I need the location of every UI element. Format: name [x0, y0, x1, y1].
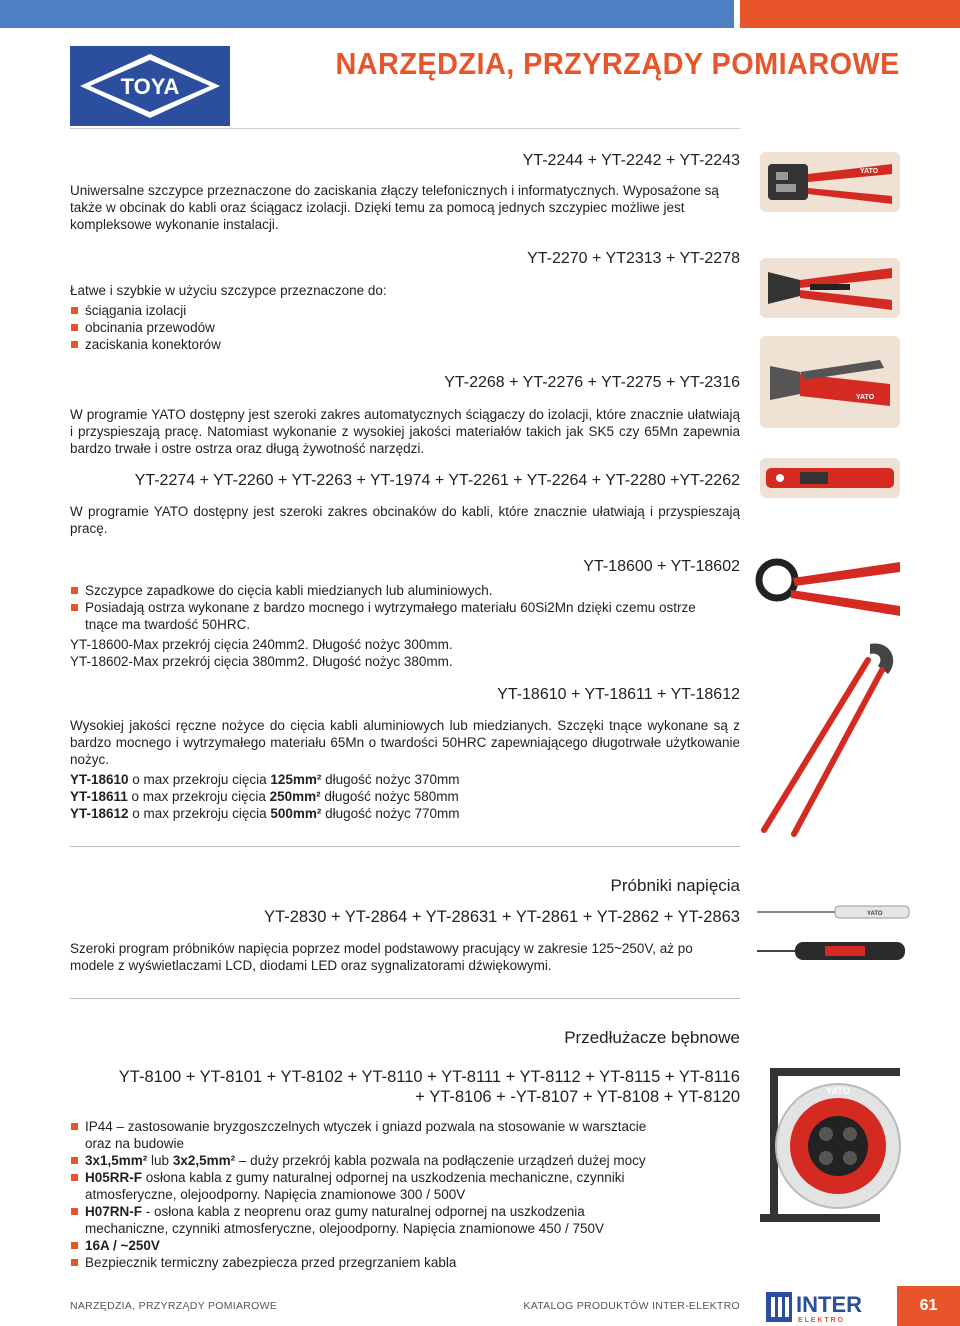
section3-text: W programie YATO dostępny jest szeroki zakres automatycznych ściągaczy do izolacji, które znacznie ułatwiają i przyspieszają pracę. Natomiast wykonanie z wysokiej jakości materiałów takich jak SK5 czy 65Mn zapewnia bardzo trwałe i ostre ostrza oraz długą żywotność narzędzi.: [70, 407, 740, 456]
section6-text: Wysokiej jakości ręczne nożyce do cięcia kabli aluminiowych lub miedzianych. Szczęki tnące wykonane są z bardzo mocnego i wytrzymałego materiału 65Mn o twardości 50HRC zapewniającego długotrwałe użytkowanie nożyc.: [70, 718, 740, 767]
spec-size: 125mm²: [270, 772, 322, 787]
spec-size: 250mm²: [269, 789, 321, 804]
section4-codes: YT-2274 + YT-2260 + YT-2263 + YT-1974 + YT-2261 + YT-2264 + YT-2280 +YT-2262: [134, 472, 740, 489]
yato-label-icon: YATO: [860, 168, 879, 175]
section7-codes: YT-2830 + YT-2864 + YT-28631 + YT-2861 + YT-2862 + YT-2863: [264, 908, 740, 926]
section8-title: Przedłużacze bębnowe: [564, 1028, 740, 1047]
elektro-logo-text: E L E K T R O: [798, 1317, 843, 1324]
list-item: 3x1,5mm² lub 3x2,5mm² – duży przekrój kabla pozwala na podłączenie urządzeń dużej mocy: [70, 1152, 660, 1169]
inter-logo-text: INTER: [796, 1292, 862, 1317]
section-divider: [70, 846, 740, 847]
top-bar-orange: [740, 0, 960, 28]
section2-intro: Łatwe i szybkie w użyciu szczypce przeznaczone do:: [70, 283, 387, 298]
section6-codes: YT-18610 + YT-18611 + YT-18612: [497, 686, 740, 703]
stripping-pliers-image: [760, 258, 900, 318]
section6-spec-row: YT-18611 o max przekroju cięcia 250mm² długość nożyc 580mm: [70, 789, 459, 804]
yato-label-icon: YATO: [826, 1086, 850, 1096]
crimping-pliers-image: [760, 152, 900, 212]
page-title: NARZĘDZIA, PRZYRZĄDY POMIAROWE: [335, 46, 900, 81]
section1-text: Uniwersalne szczypce przeznaczone do zaciskania złączy telefonicznych i informatycznych. Wyposażone są także w obcinak do kabli oraz ściągacz izolacji. Dzięki temu za pomocą jednych szczypiec możliwe jest kompleksowe wykonanie instalacji.: [70, 183, 719, 232]
list-item: obcinania przewodów: [70, 319, 470, 336]
spec-model: YT-18612: [70, 806, 129, 821]
section3-codes: YT-2268 + YT-2276 + YT-2275 + YT-2316: [444, 374, 740, 391]
automatic-stripper-image: [760, 336, 900, 428]
top-bar-blue: [0, 0, 734, 28]
ratchet-cutter-image: [755, 540, 905, 630]
section5-spec-line2: YT-18602-Max przekrój cięcia 380mm2. Długość nożyc 380mm.: [70, 654, 453, 669]
voltage-tester-lcd-image: [755, 936, 915, 966]
list-item: zaciskania konektorów: [70, 336, 470, 353]
list-item: Posiadają ostrza wykonane z bardzo mocnego i wytrzymałego materiału 60Si2Mn dzięki czemu ostrze tnące ma twardość 50HRC.: [70, 599, 720, 633]
section2-codes: YT-2270 + YT2313 + YT-2278: [527, 250, 740, 267]
long-cable-cutter-image: [750, 630, 910, 840]
toya-logo-text: TOYA: [120, 74, 180, 99]
section1-codes: YT-2244 + YT-2242 + YT-2243: [522, 152, 740, 169]
section5-bullets: [70, 582, 720, 633]
list-item: H07RN-F - osłona kabla z neoprenu oraz gumy naturalnej odpornej na uszkodzenia mechaniczne, czynniki atmosferyczne, olejoodporny. Napięcia znamionowe 450 / 750V: [70, 1203, 660, 1237]
section5-spec-line1: YT-18600-Max przekrój cięcia 240mm2. Długość nożyc 300mm.: [70, 637, 453, 652]
section7-text: Szeroki program próbników napięcia poprzez model podstawowy pracujący w zakresie 125~250V, aż po modele z wyświetlaczami LCD, diodami LED oraz sygnalizatorami dźwiękowymi.: [70, 941, 693, 973]
section-divider: [70, 998, 740, 999]
list-item: Bezpiecznik termiczny zabezpiecza przed przegrzaniem kabla: [70, 1254, 660, 1271]
section4-text: W programie YATO dostępny jest szeroki zakres obcinaków do kabli, które znacznie ułatwiają i przyspieszają pracę.: [70, 504, 740, 536]
section8-bullets: [70, 1118, 660, 1271]
list-item: IP44 – zastosowanie bryzgoszczelnych wtyczek i gniazd pozwala na stosowanie w warsztacie oraz na budowie: [70, 1118, 660, 1152]
section5-codes: YT-18600 + YT-18602: [583, 558, 740, 575]
list-item: ściągania izolacji: [70, 302, 470, 319]
yato-label-icon: YATO: [867, 911, 883, 917]
page-number: 61: [897, 1286, 960, 1326]
cable-reel-image: [760, 1060, 910, 1230]
footer-catalog-label: KATALOG PRODUKTÓW INTER-ELEKTRO: [523, 1300, 740, 1312]
spec-model: YT-18611: [70, 789, 128, 804]
spec-size: 500mm²: [270, 806, 322, 821]
cable-stripper-image: [760, 458, 900, 498]
spec-model: YT-18610: [70, 772, 129, 787]
list-item: 16A / ~250V: [70, 1237, 660, 1254]
section2-bullets: [70, 302, 470, 353]
section6-spec-row: YT-18612 o max przekroju cięcia 500mm² długość nożyc 770mm: [70, 806, 460, 821]
list-item: Szczypce zapadkowe do cięcia kabli miedzianych lub aluminiowych.: [70, 582, 720, 599]
header-divider: [70, 128, 740, 129]
section6-spec-row: YT-18610 o max przekroju cięcia 125mm² długość nożyc 370mm: [70, 772, 460, 787]
section8-codes-line2: + YT-8106 + -YT-8107 + YT-8108 + YT-8120: [415, 1088, 740, 1106]
section8-codes-line1: YT-8100 + YT-8101 + YT-8102 + YT-8110 + YT-8111 + YT-8112 + YT-8115 + YT-8116: [118, 1068, 740, 1086]
toya-logo: [70, 46, 230, 126]
voltage-tester-screwdriver-image: [755, 900, 915, 924]
section7-title: Próbniki napięcia: [610, 876, 740, 895]
list-item: H05RR-F osłona kabla z gumy naturalnej odpornej na uszkodzenia mechaniczne, czynniki atmosferyczne, olejoodporny. Napięcia znamionowe 300 / 500V: [70, 1169, 660, 1203]
yato-label-icon: YATO: [856, 394, 875, 401]
footer-section-label: NARZĘDZIA, PRZYRZĄDY POMIAROWE: [70, 1300, 278, 1312]
inter-elektro-logo: [766, 1290, 884, 1324]
